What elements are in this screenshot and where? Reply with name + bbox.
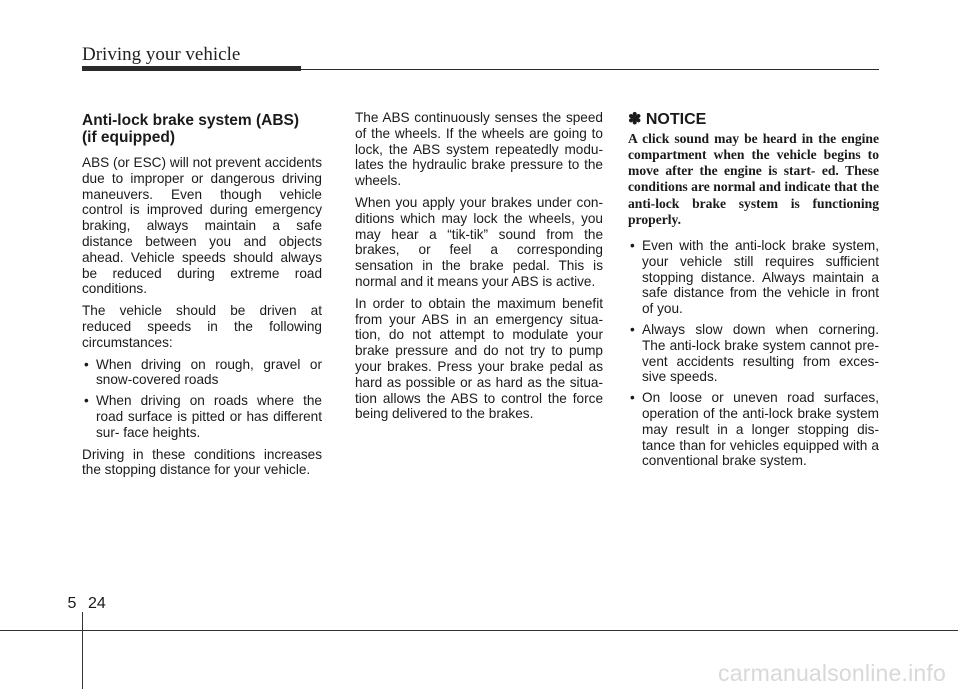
paragraph: Driving in these conditions increases the stopping distance for your vehicle. bbox=[82, 446, 322, 478]
notice-title: ✽ NOTICE bbox=[628, 111, 707, 128]
notice-text: A click sound may be heard in the engine compartment when the vehicle begins to move after the engine is start- ed. These conditions are normal and indicate that the anti-lock brake system is functioning properly. bbox=[628, 130, 879, 227]
list-item: • On loose or uneven road surfaces, operation of the anti-lock brake system may result in a longer stopping dis- tance than for vehicles equipped with a conventional brake system. bbox=[628, 390, 879, 469]
list-item: • When driving on rough, gravel or snow-covered roads bbox=[82, 357, 322, 389]
page-number: 24 bbox=[88, 595, 106, 612]
section-heading-line1: Anti-lock brake system (ABS) bbox=[82, 112, 300, 129]
list-item: • Always slow down when cornering. The anti-lock brake system cannot pre- vent accidents resulting from exces- sive speeds. bbox=[628, 322, 879, 385]
chapter-number: 5 bbox=[67, 595, 77, 612]
paragraph: In order to obtain the maximum benefit from your ABS in an emergency situa- tion, do not attempt to modulate your brake pressure and do not try to pump your brakes. Press your brake pedal as hard as possible or as hard as the situa- tion allows the ABS to control the force being delivered to the brakes. bbox=[355, 295, 603, 422]
header-rule-thin bbox=[301, 69, 879, 70]
column-notice bbox=[628, 112, 879, 475]
footer-rule-vertical bbox=[82, 612, 83, 689]
watermark: carmanualsonline.info bbox=[718, 660, 946, 686]
paragraph: The vehicle should be driven at reduced speeds in the following circumstances: bbox=[82, 303, 322, 350]
bullet-list bbox=[82, 357, 322, 441]
list-item: • Even with the anti-lock brake system, your vehicle still requires sufficient stopping distance. Always maintain a safe distance from the vehicle in front of you. bbox=[628, 238, 879, 317]
list-item: • When driving on roads where the road surface is pitted or has different sur- face heights. bbox=[82, 393, 322, 440]
header-rule-thick bbox=[82, 66, 301, 71]
section-heading-line2: (if equipped) bbox=[82, 129, 175, 146]
page-header-title: Driving your vehicle bbox=[82, 44, 241, 65]
column-abs-intro bbox=[82, 112, 322, 484]
column-abs-operation bbox=[355, 110, 603, 428]
footer-rule-horizontal bbox=[0, 630, 958, 631]
section-heading bbox=[82, 112, 322, 146]
paragraph: When you apply your brakes under con- ditions which may lock the wheels, you may hear a “tik-tik” sound from the brakes, or feel a corresponding sensation in the brake pedal. This is normal and it means your ABS is active. bbox=[355, 194, 603, 289]
bullet-list bbox=[628, 238, 879, 469]
paragraph: ABS (or ESC) will not prevent accidents due to improper or dangerous driving maneuvers. Even though vehicle control is improved during emergency braking, always maintain a safe distance between you and objects ahead. Vehicle speeds should always be reduced during extreme road conditions. bbox=[82, 155, 322, 297]
paragraph: The ABS continuously senses the speed of the wheels. If the wheels are going to lock, the ABS system repeatedly modu- lates the hydraulic brake pressure to the wheels. bbox=[355, 110, 603, 189]
